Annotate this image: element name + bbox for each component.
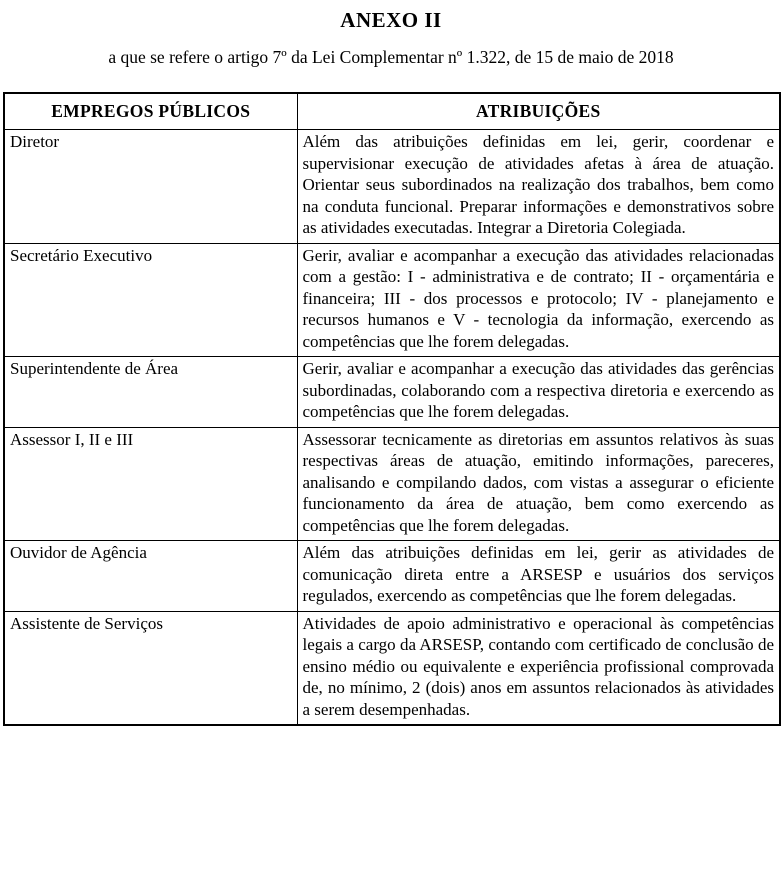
attributions-cell: Além das atribuições definidas em lei, gerir as atividades de comunicação direta entre a ARSESP e usuários dos serviços regulados, exercendo as competências que lhe forem delegadas.	[297, 541, 780, 612]
attributions-cell: Além das atribuições definidas em lei, gerir, coordenar e supervisionar execução de atividades afetas à área de atuação. Orientar seus subordinados na realização dos trabalhos, bem como na conduta funcional. Preparar informações e demonstrativos sobre as atividades executadas. Integrar a Diretoria Colegiada.	[297, 130, 780, 244]
attributions-cell: Gerir, avaliar e acompanhar a execução das atividades relacionadas com a gestão: I - administrativa e de contrato; II - orçamentária e financeira; III - dos processos e protocolo; IV - planejamento e recursos humanos e V - tecnologia da informação, exercendo as competências que lhe forem delegadas.	[297, 243, 780, 357]
position-cell: Diretor	[4, 130, 297, 244]
table-row	[4, 357, 780, 428]
position-cell: Assessor I, II e III	[4, 427, 297, 541]
attributions-cell: Atividades de apoio administrativo e operacional às competências legais a cargo da ARSESP, contando com certificado de conclusão de ensino médio ou equivalente e experiência profissional comprovada de, no mínimo, 2 (dois) anos em assuntos relacionados às atividades a serem desempenhadas.	[297, 611, 780, 725]
position-cell: Superintendente de Área	[4, 357, 297, 428]
table-row	[4, 243, 780, 357]
table-header-row	[4, 93, 780, 130]
position-cell: Assistente de Serviços	[4, 611, 297, 725]
attributions-table	[3, 92, 781, 726]
col-header-empregos: EMPREGOS PÚBLICOS	[4, 93, 297, 130]
col-header-atribuicoes: ATRIBUIÇÕES	[297, 93, 780, 130]
position-cell: Ouvidor de Agência	[4, 541, 297, 612]
position-cell: Secretário Executivo	[4, 243, 297, 357]
table-row	[4, 427, 780, 541]
doc-subtitle: a que se refere o artigo 7º da Lei Complementar nº 1.322, de 15 de maio de 2018	[108, 47, 674, 67]
attributions-cell: Gerir, avaliar e acompanhar a execução das atividades das gerências subordinadas, colaborando com a respectiva diretoria e exercendo as competências que lhe forem delegadas.	[297, 357, 780, 428]
table-row	[4, 541, 780, 612]
table-row	[4, 611, 780, 725]
doc-title: ANEXO II	[340, 8, 442, 32]
attributions-cell: Assessorar tecnicamente as diretorias em assuntos relativos às suas respectivas áreas de atuação, emitindo informações, pareceres, analisando e compilando dados, com vistas a assegurar o eficiente funcionamento da área de atuação, bem como exercendo as competências que lhe forem delegadas.	[297, 427, 780, 541]
table-row	[4, 130, 780, 244]
